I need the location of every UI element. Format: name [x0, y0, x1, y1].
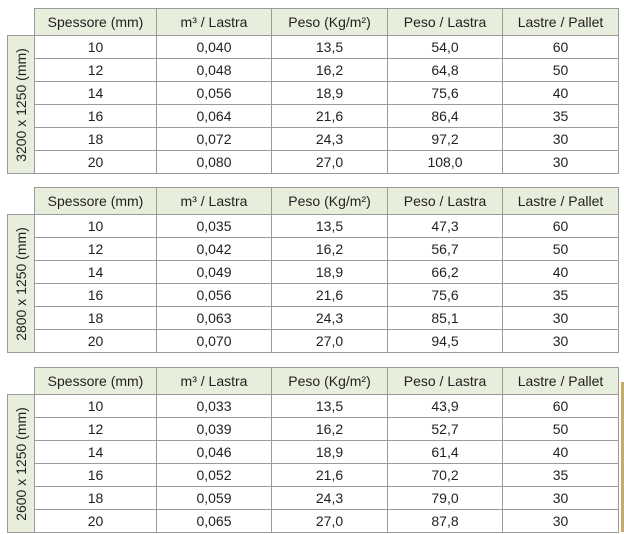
cell-volume: 0,059 — [157, 487, 272, 510]
table-row — [8, 510, 619, 533]
cell-volume: 0,056 — [157, 284, 272, 307]
header-thickness: Spessore (mm) — [35, 188, 157, 215]
cell-sheets-per-pallet: 35 — [503, 464, 619, 487]
header-thickness: Spessore (mm) — [35, 368, 157, 395]
cell-volume: 0,035 — [157, 215, 272, 238]
cell-weight-per-sheet: 47,3 — [388, 215, 503, 238]
cell-sheets-per-pallet: 60 — [503, 215, 619, 238]
cell-thickness: 16 — [35, 464, 157, 487]
table-row — [8, 151, 619, 174]
table-row — [8, 330, 619, 353]
cell-weight-per-m2: 27,0 — [272, 510, 388, 533]
cell-volume: 0,080 — [157, 151, 272, 174]
cell-volume: 0,049 — [157, 261, 272, 284]
header-sheets-per-pallet: Lastre / Pallet — [503, 368, 619, 395]
cell-sheets-per-pallet: 50 — [503, 59, 619, 82]
format-label-cell — [8, 395, 35, 533]
cell-volume: 0,064 — [157, 105, 272, 128]
header-weight-per-m2: Peso (Kg/m²) — [272, 188, 388, 215]
cell-thickness: 18 — [35, 307, 157, 330]
table-3200x1250 — [7, 8, 618, 174]
cell-thickness: 14 — [35, 441, 157, 464]
cell-thickness: 12 — [35, 238, 157, 261]
cell-weight-per-sheet: 64,8 — [388, 59, 503, 82]
cell-sheets-per-pallet: 35 — [503, 105, 619, 128]
cell-weight-per-sheet: 85,1 — [388, 307, 503, 330]
format-label: 2800 x 1250 (mm) — [13, 226, 29, 341]
cell-sheets-per-pallet: 35 — [503, 284, 619, 307]
header-sheets-per-pallet: Lastre / Pallet — [503, 188, 619, 215]
cell-weight-per-m2: 16,2 — [272, 418, 388, 441]
cell-weight-per-sheet: 75,6 — [388, 284, 503, 307]
cell-weight-per-m2: 24,3 — [272, 128, 388, 151]
cell-volume: 0,048 — [157, 59, 272, 82]
cell-thickness: 20 — [35, 510, 157, 533]
cell-volume: 0,056 — [157, 82, 272, 105]
table-row — [8, 215, 619, 238]
cell-thickness: 18 — [35, 128, 157, 151]
cell-weight-per-m2: 13,5 — [272, 215, 388, 238]
corner-cell — [8, 9, 35, 36]
format-label-cell — [8, 215, 35, 353]
cell-weight-per-m2: 21,6 — [272, 105, 388, 128]
table-row — [8, 36, 619, 59]
cell-weight-per-sheet: 75,6 — [388, 82, 503, 105]
cell-weight-per-m2: 21,6 — [272, 284, 388, 307]
cell-thickness: 12 — [35, 59, 157, 82]
cell-volume: 0,065 — [157, 510, 272, 533]
cell-weight-per-m2: 27,0 — [272, 151, 388, 174]
cell-thickness: 10 — [35, 215, 157, 238]
cell-weight-per-sheet: 66,2 — [388, 261, 503, 284]
cell-sheets-per-pallet: 40 — [503, 441, 619, 464]
cell-sheets-per-pallet: 50 — [503, 238, 619, 261]
table-row — [8, 418, 619, 441]
cell-weight-per-sheet: 87,8 — [388, 510, 503, 533]
table-header-row — [8, 368, 619, 395]
cell-weight-per-m2: 24,3 — [272, 307, 388, 330]
cell-weight-per-sheet: 97,2 — [388, 128, 503, 151]
table-row — [8, 487, 619, 510]
table-row — [8, 82, 619, 105]
cell-thickness: 16 — [35, 284, 157, 307]
cell-volume: 0,039 — [157, 418, 272, 441]
table-row — [8, 441, 619, 464]
header-weight-per-sheet: Peso / Lastra — [388, 188, 503, 215]
cell-sheets-per-pallet: 30 — [503, 487, 619, 510]
cell-volume: 0,033 — [157, 395, 272, 418]
cell-weight-per-m2: 16,2 — [272, 59, 388, 82]
cell-thickness: 16 — [35, 105, 157, 128]
cell-volume: 0,070 — [157, 330, 272, 353]
cell-weight-per-sheet: 61,4 — [388, 441, 503, 464]
cell-weight-per-sheet: 70,2 — [388, 464, 503, 487]
cell-weight-per-m2: 13,5 — [272, 395, 388, 418]
header-weight-per-sheet: Peso / Lastra — [388, 368, 503, 395]
cell-sheets-per-pallet: 30 — [503, 151, 619, 174]
table-row — [8, 284, 619, 307]
format-label: 3200 x 1250 (mm) — [13, 47, 29, 162]
table-row — [8, 307, 619, 330]
cell-thickness: 14 — [35, 82, 157, 105]
cell-sheets-per-pallet: 30 — [503, 510, 619, 533]
cell-thickness: 10 — [35, 395, 157, 418]
cell-weight-per-sheet: 86,4 — [388, 105, 503, 128]
header-volume: m³ / Lastra — [157, 9, 272, 36]
cell-weight-per-sheet: 56,7 — [388, 238, 503, 261]
header-thickness: Spessore (mm) — [35, 9, 157, 36]
table-row — [8, 261, 619, 284]
cell-weight-per-m2: 21,6 — [272, 464, 388, 487]
corner-cell — [8, 188, 35, 215]
corner-cell — [8, 368, 35, 395]
cell-sheets-per-pallet: 30 — [503, 307, 619, 330]
cell-weight-per-sheet: 43,9 — [388, 395, 503, 418]
cell-volume: 0,046 — [157, 441, 272, 464]
format-label-cell — [8, 36, 35, 174]
cell-weight-per-m2: 24,3 — [272, 487, 388, 510]
cell-sheets-per-pallet: 40 — [503, 82, 619, 105]
header-weight-per-m2: Peso (Kg/m²) — [272, 368, 388, 395]
header-volume: m³ / Lastra — [157, 188, 272, 215]
header-sheets-per-pallet: Lastre / Pallet — [503, 9, 619, 36]
cell-sheets-per-pallet: 40 — [503, 261, 619, 284]
cell-sheets-per-pallet: 60 — [503, 395, 619, 418]
cell-thickness: 20 — [35, 330, 157, 353]
cell-weight-per-sheet: 54,0 — [388, 36, 503, 59]
cell-weight-per-sheet: 79,0 — [388, 487, 503, 510]
cell-thickness: 20 — [35, 151, 157, 174]
cell-thickness: 14 — [35, 261, 157, 284]
cell-volume: 0,042 — [157, 238, 272, 261]
table-header-row — [8, 9, 619, 36]
table-header-row — [8, 188, 619, 215]
cell-weight-per-m2: 18,9 — [272, 82, 388, 105]
cell-thickness: 18 — [35, 487, 157, 510]
cell-volume: 0,063 — [157, 307, 272, 330]
cell-volume: 0,040 — [157, 36, 272, 59]
cell-weight-per-m2: 16,2 — [272, 238, 388, 261]
format-label: 2600 x 1250 (mm) — [13, 406, 29, 521]
cell-sheets-per-pallet: 30 — [503, 128, 619, 151]
header-volume: m³ / Lastra — [157, 368, 272, 395]
cell-weight-per-m2: 27,0 — [272, 330, 388, 353]
cell-thickness: 12 — [35, 418, 157, 441]
header-weight-per-m2: Peso (Kg/m²) — [272, 9, 388, 36]
cell-thickness: 10 — [35, 36, 157, 59]
table-row — [8, 128, 619, 151]
table-2600x1250 — [7, 367, 618, 533]
table-row — [8, 238, 619, 261]
table-2800x1250 — [7, 187, 618, 353]
cell-weight-per-sheet: 52,7 — [388, 418, 503, 441]
cell-weight-per-sheet: 94,5 — [388, 330, 503, 353]
cell-weight-per-sheet: 108,0 — [388, 151, 503, 174]
header-weight-per-sheet: Peso / Lastra — [388, 9, 503, 36]
cell-weight-per-m2: 18,9 — [272, 441, 388, 464]
cell-sheets-per-pallet: 30 — [503, 330, 619, 353]
table-row — [8, 59, 619, 82]
cell-volume: 0,052 — [157, 464, 272, 487]
cell-sheets-per-pallet: 50 — [503, 418, 619, 441]
cell-volume: 0,072 — [157, 128, 272, 151]
table-row — [8, 464, 619, 487]
cell-sheets-per-pallet: 60 — [503, 36, 619, 59]
table-row — [8, 395, 619, 418]
cell-weight-per-m2: 13,5 — [272, 36, 388, 59]
cell-weight-per-m2: 18,9 — [272, 261, 388, 284]
table-row — [8, 105, 619, 128]
